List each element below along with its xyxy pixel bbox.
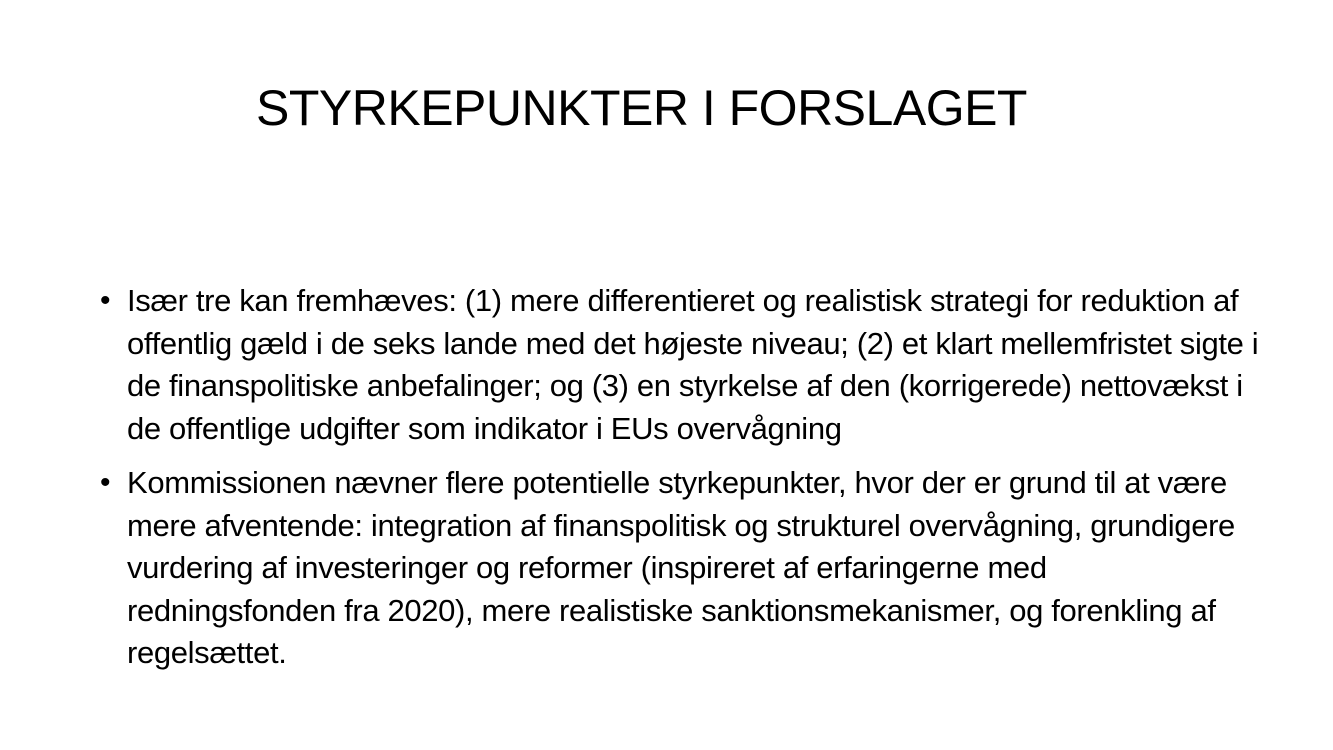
bullet-dot-icon: • (100, 466, 111, 499)
bullet-item (100, 280, 1260, 450)
bullet-text: Kommissionen nævner flere potentielle styrkepunkter, hvor der er grund til at være mere afventende: integration af finanspolitisk og strukturel overvågning, grundigere vurdering af investeringer og reformer (inspireret af erfaringerne med redningsfonden fra 2020), mere realistiske sanktionsmekanismer, og forenkling af regelsættet. (127, 465, 1235, 670)
bullet-item (100, 462, 1260, 675)
slide-title: STYRKEPUNKTER I FORSLAGET (256, 80, 1027, 136)
bullet-dot-icon: • (100, 284, 111, 317)
bullet-text: Især tre kan fremhæves: (1) mere differentieret og realistisk strategi for reduktion af offentlig gæld i de seks lande med det højeste niveau; (2) et klart mellemfristet sigte i de finanspolitiske anbefalinger; og (3) en styrkelse af den (korrigerede) nettovækst i de offentlige udgifter som indikator i EUs overvågning (127, 283, 1259, 446)
bullet-list (100, 280, 1260, 687)
